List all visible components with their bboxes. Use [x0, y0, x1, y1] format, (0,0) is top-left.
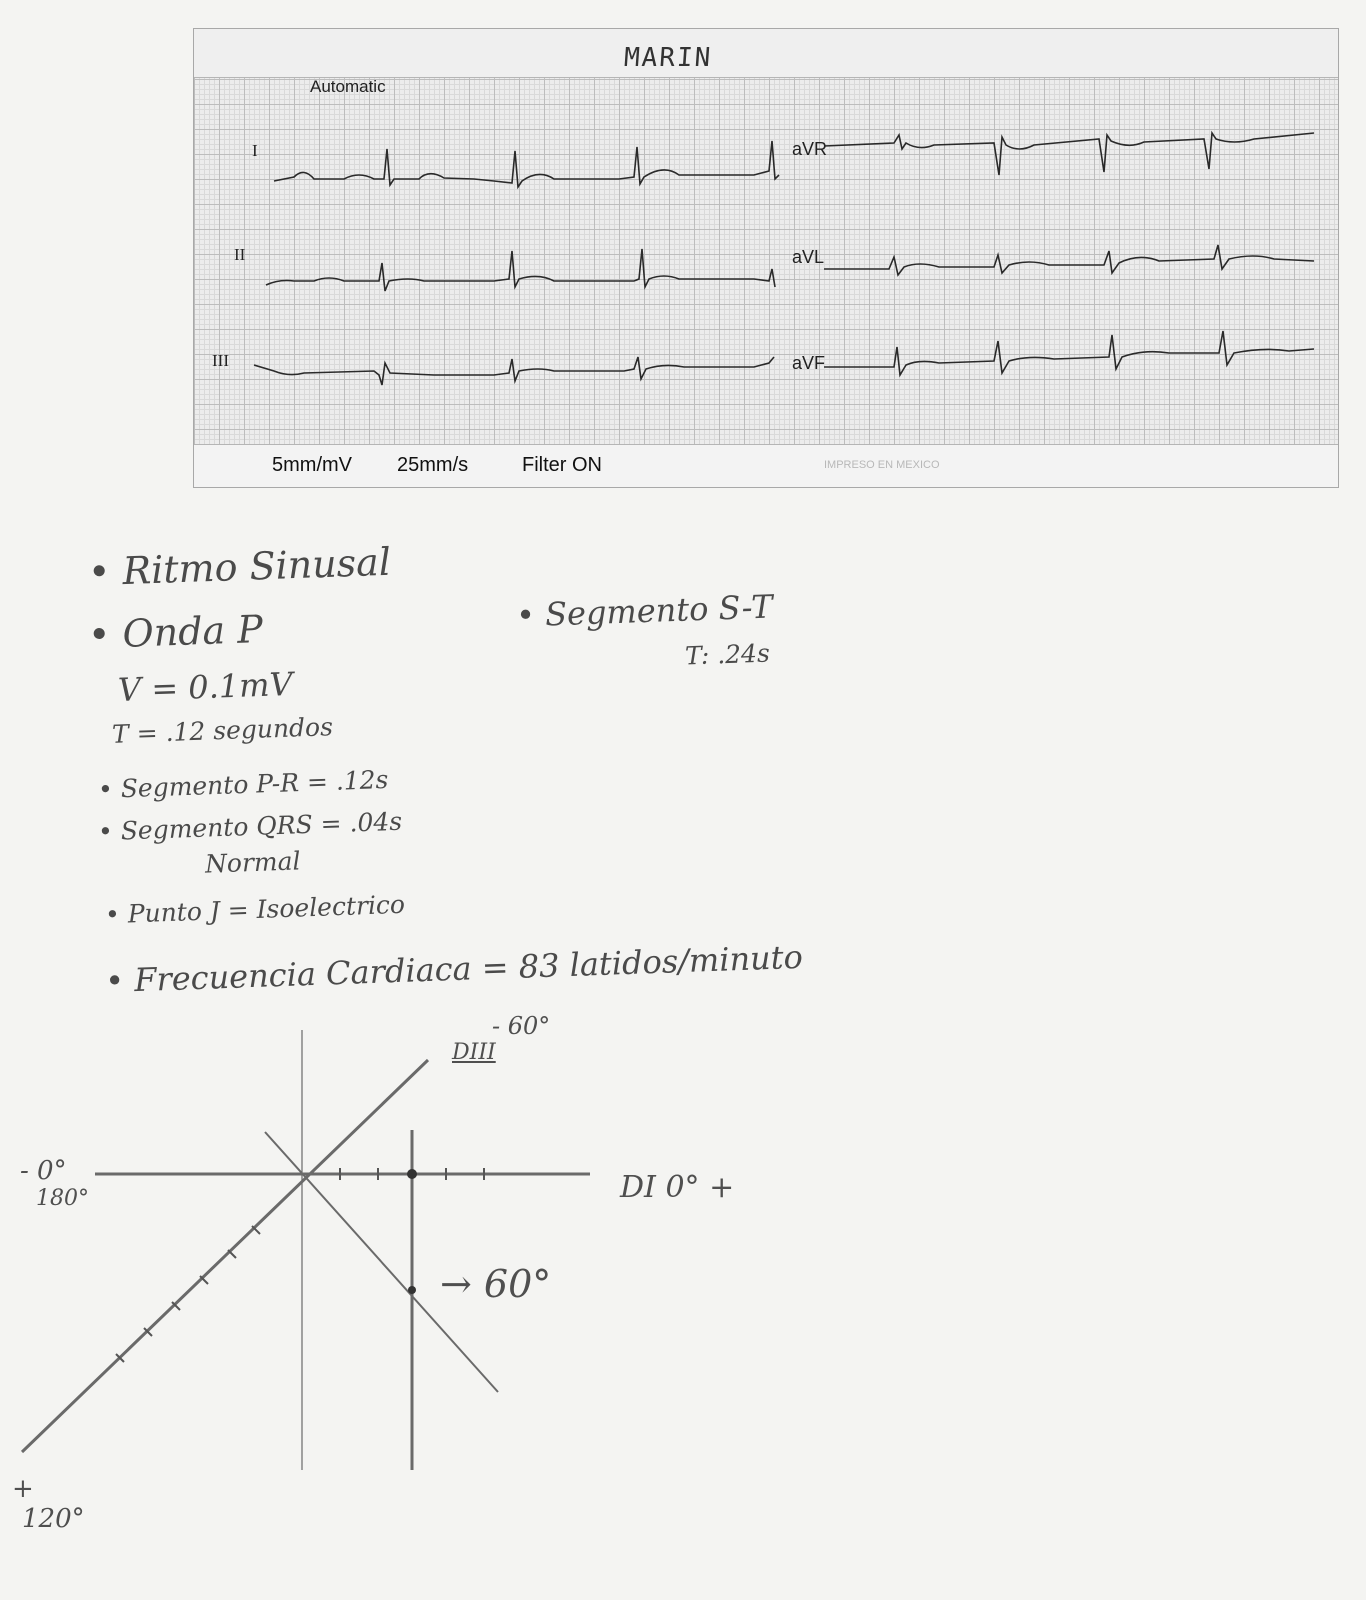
gain-label: 5mm/mV — [272, 454, 352, 476]
note-p-wave-time: T = .12 segundos — [111, 712, 334, 749]
trace-lead-iii — [254, 357, 774, 385]
imprint-label: IMPRESO EN MEXICO — [824, 459, 940, 471]
note-pr-segment: • Segmento P-R = .12s — [97, 764, 389, 805]
axis-diii-line — [22, 1060, 428, 1452]
axis-label-di: DI 0° + — [620, 1170, 735, 1205]
note-rhythm: • Ritmo Sinusal — [87, 539, 392, 595]
ecg-strip — [193, 28, 1339, 488]
axis-label-plus: + — [12, 1474, 34, 1504]
filter-label: Filter ON — [522, 454, 602, 476]
lead-label-avl: aVL — [792, 247, 825, 267]
patient-name: MARIN — [622, 43, 714, 73]
lead-label-ii: II — [234, 245, 246, 264]
axis-diagram — [0, 1000, 1366, 1600]
note-st-segment-time: T: .24s — [684, 638, 771, 671]
mode-label: Automatic — [310, 77, 386, 96]
note-qrs-result: Normal — [204, 846, 301, 879]
trace-lead-i — [274, 141, 779, 187]
note-qrs-segment: • Segmento QRS = .04s — [97, 806, 403, 847]
axis-label-diii: DIII — [452, 1040, 496, 1065]
strip-footer — [194, 444, 1338, 487]
axis-result-marker — [408, 1286, 416, 1294]
ecg-traces — [194, 29, 1340, 489]
note-p-wave-voltage: V = 0.1mV — [117, 664, 294, 710]
axis-label-zero: - 0° — [20, 1156, 67, 1186]
lead-label-avf: aVF — [792, 353, 826, 373]
axis-label-180: 180° — [36, 1186, 89, 1211]
trace-lead-ii — [266, 249, 775, 291]
note-j-point: • Punto J = Isoelectrico — [104, 889, 406, 930]
trace-lead-avl — [824, 245, 1314, 275]
lead-label-avr: aVR — [792, 139, 828, 159]
axis-label-minus60: - 60° — [492, 1012, 551, 1040]
axis-label-120: 120° — [22, 1504, 85, 1534]
trace-lead-avr — [824, 133, 1314, 175]
axis-di-marker — [407, 1169, 417, 1179]
axis-label-result: → 60° — [440, 1262, 552, 1306]
trace-lead-avf — [824, 331, 1314, 375]
note-st-segment-title: • Segmento S-T — [515, 587, 774, 635]
speed-label: 25mm/s — [397, 454, 469, 476]
note-heart-rate: • Frecuencia Cardiaca = 83 latidos/minuto — [104, 937, 804, 1001]
note-p-wave-title: • Onda P — [87, 606, 264, 658]
lead-label-iii: III — [212, 351, 229, 370]
lead-label-i: I — [252, 141, 258, 160]
